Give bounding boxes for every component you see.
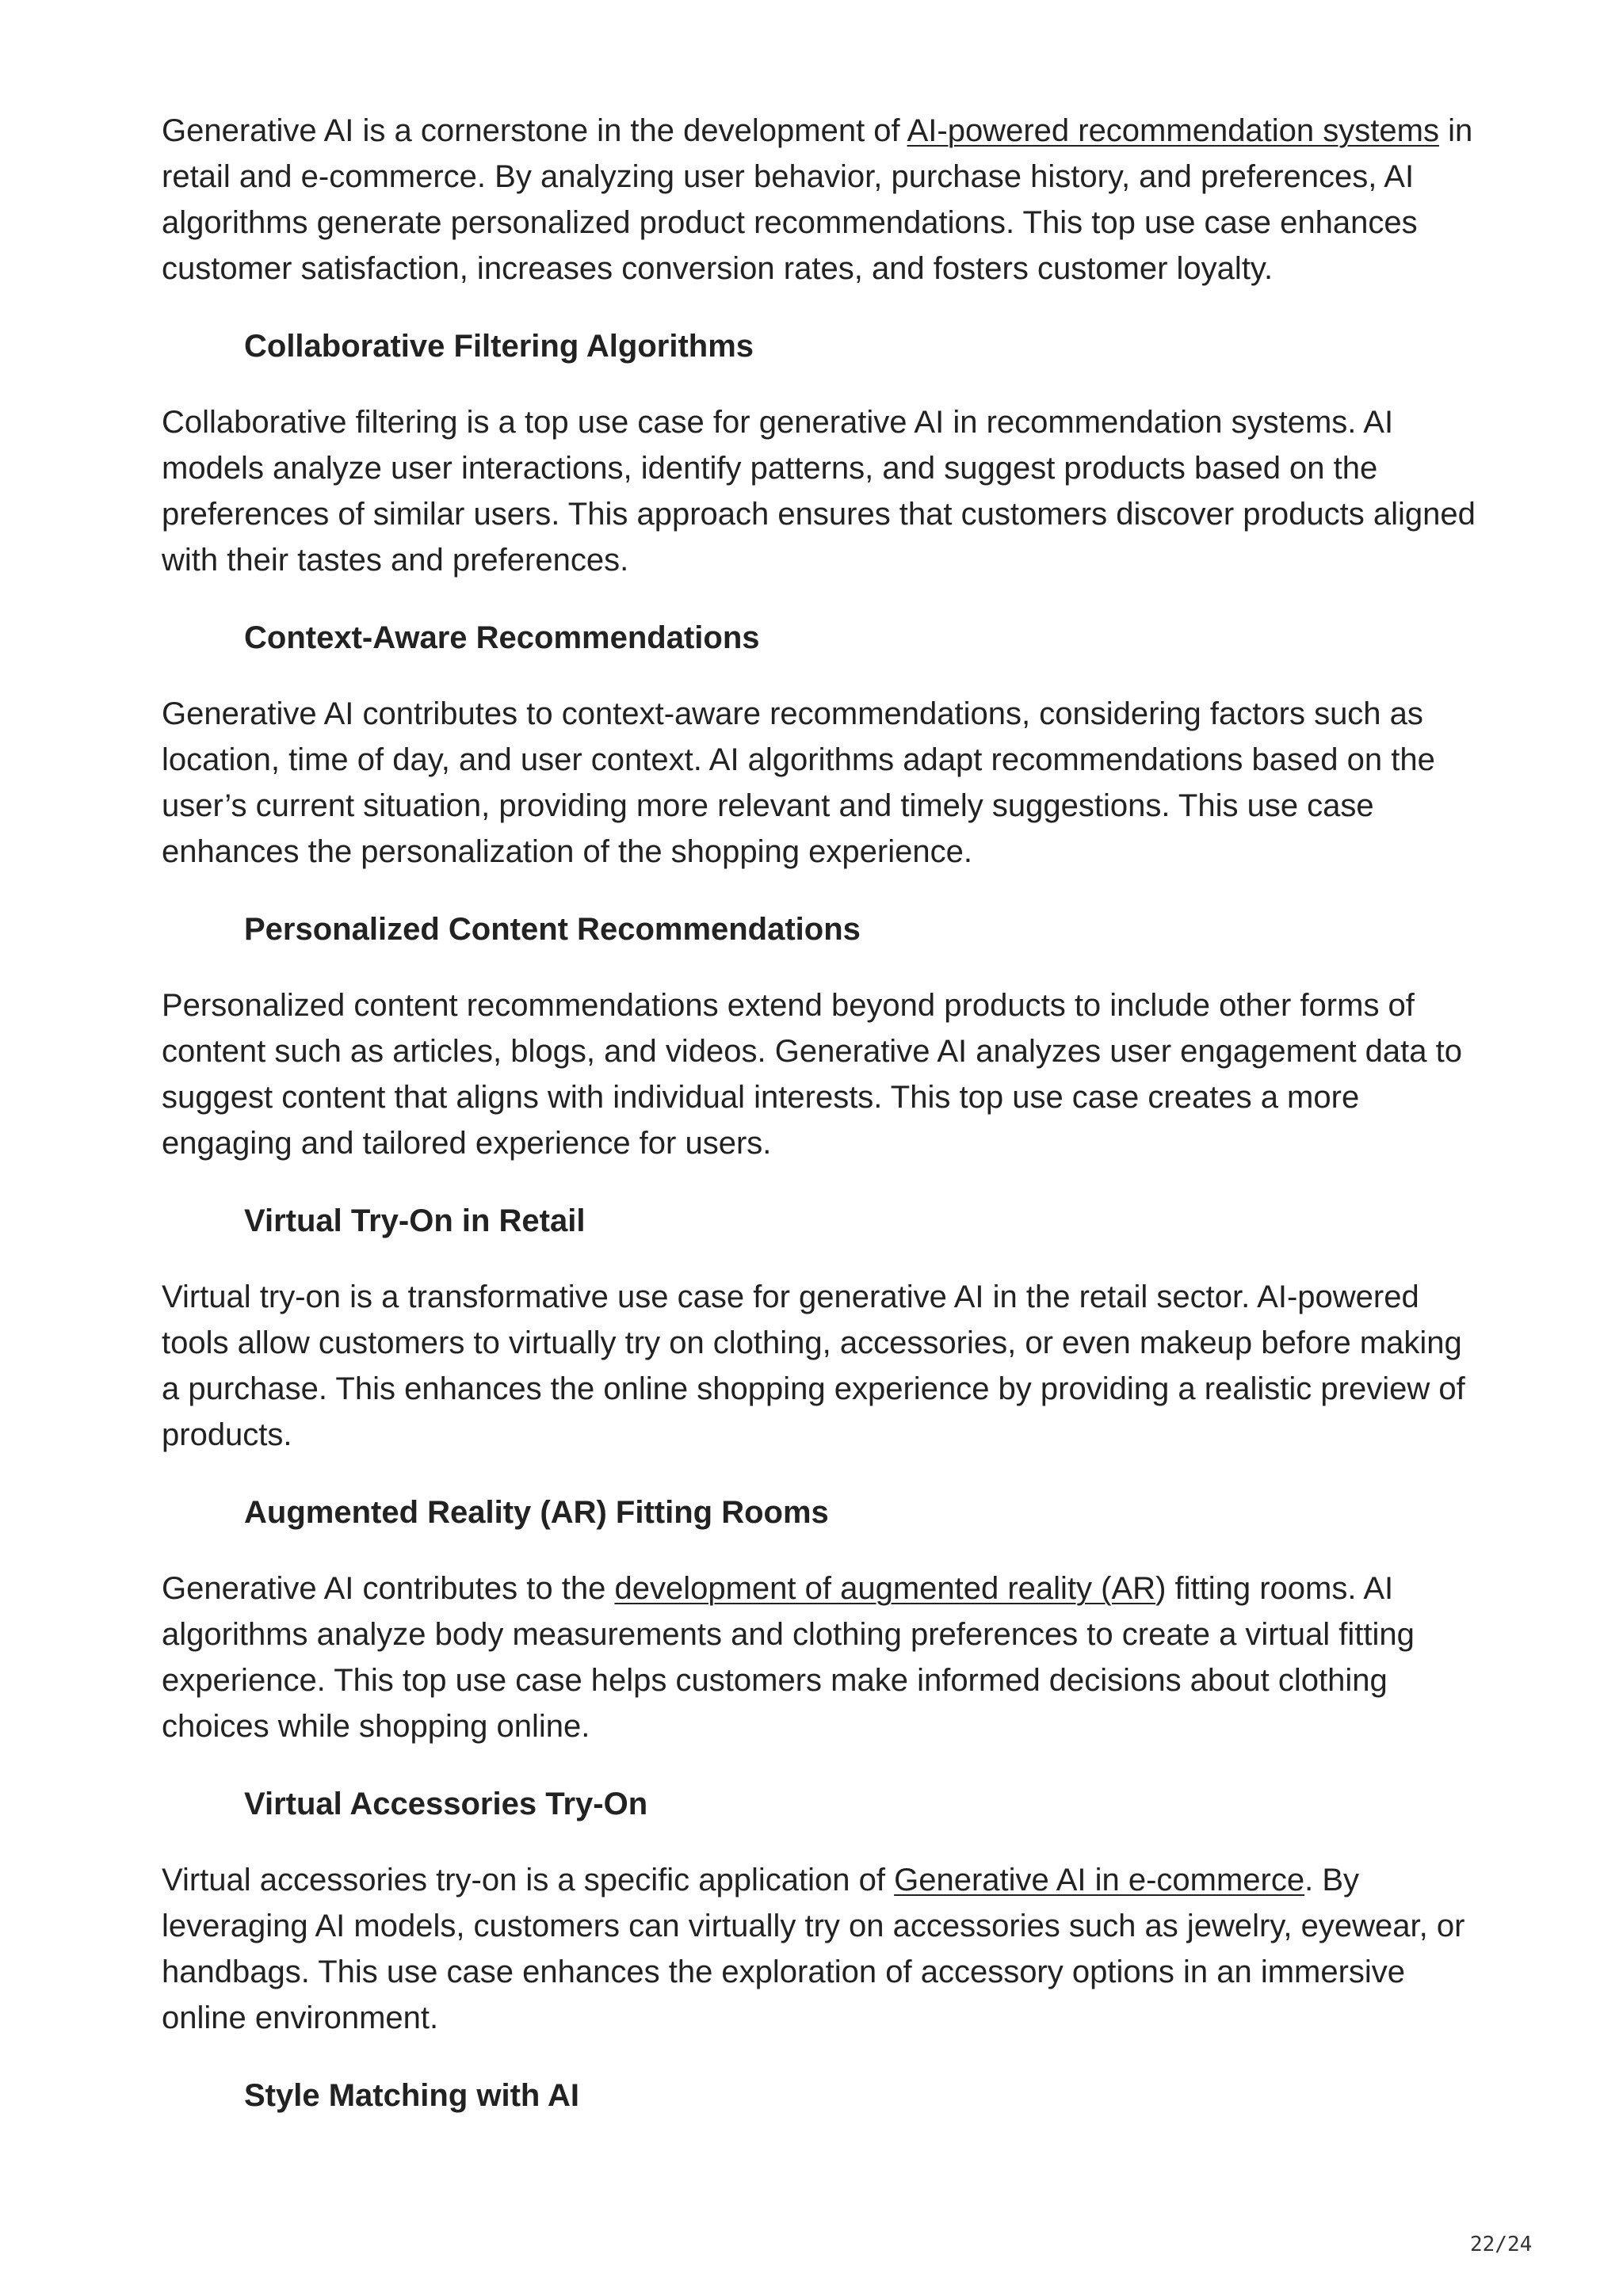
paragraph-collaborative-filtering: Collaborative filtering is a top use case for generative AI in recommendation systems. AI models analyze user interactions, identify patterns, and suggest products based on the preferences of similar users. This approach ensures that customers discover products aligned with their tastes and preferences. [162, 405, 1476, 578]
ar-text-start: Generative AI contributes to the [162, 1571, 615, 1606]
intro-text-start: Generative AI is a cornerstone in the development of [162, 113, 907, 148]
paragraph-context-aware: Generative AI contributes to context-aware recommendations, considering factors such as location, time of day, and user context. AI algorithms adapt recommendations based on the user’s current situation, providing more relevant and timely suggestions. This use case enhances the personalization of the shopping experience. [162, 696, 1435, 869]
article-content [162, 108, 1477, 2149]
augmented-reality-link[interactable]: development of augmented reality (AR [614, 1571, 1156, 1606]
generative-ai-ecommerce-link[interactable]: Generative AI in e-commerce [894, 1863, 1305, 1897]
ar-text-end: ) fitting rooms. AI algorithms analyze body measurements and clothing preferences to create a virtual fitting experience. This top use case helps customers make informed decisions about clothing choices while shopping online. [162, 1571, 1415, 1744]
paragraph-virtual-try-on: Virtual try-on is a transformative use case for generative AI in the retail sector. AI-powered tools allow customers to virtually try on clothing, accessories, or even makeup before making a purchase. This enhances the online shopping experience by providing a realistic preview of products. [162, 1280, 1465, 1452]
heading-style-matching: Style Matching with AI [244, 2078, 579, 2113]
paragraph-ar-fitting-rooms [162, 1566, 1477, 1749]
paragraph-virtual-accessories [162, 1857, 1477, 2041]
ai-recommendation-systems-link[interactable]: AI-powered recommendation systems [907, 113, 1439, 148]
heading-personalized-content: Personalized Content Recommendations [244, 912, 861, 947]
intro-text-end: in retail and e-commerce. By analyzing user behavior, purchase history, and preferences, AI algorithms generate personalized product recommendations. This top use case enhances customer satisfaction, increases conversion rates, and fosters customer loyalty. [162, 113, 1473, 286]
paragraph-personalized-content: Personalized content recommendations extend beyond products to include other forms of content such as articles, blogs, and videos. Generative AI analyzes user engagement data to suggest content that aligns with individual interests. This top use case creates a more engaging and tailored experience for users. [162, 988, 1462, 1161]
heading-context-aware: Context-Aware Recommendations [244, 620, 760, 655]
accessories-text-start: Virtual accessories try-on is a specific application of [162, 1863, 895, 1897]
heading-collaborative-filtering: Collaborative Filtering Algorithms [244, 329, 754, 364]
intro-paragraph [162, 108, 1477, 292]
heading-virtual-try-on: Virtual Try-On in Retail [244, 1203, 586, 1238]
accessories-text-end: . By leveraging AI models, customers can virtually try on accessories such as jewelry, eyewear, or handbags. This use case enhances the exploration of accessory options in an immersive online environment. [162, 1863, 1465, 2035]
heading-virtual-accessories: Virtual Accessories Try-On [244, 1787, 648, 1821]
heading-ar-fitting-rooms: Augmented Reality (AR) Fitting Rooms [244, 1495, 829, 1530]
page-number: 22/24 [1470, 2233, 1533, 2256]
